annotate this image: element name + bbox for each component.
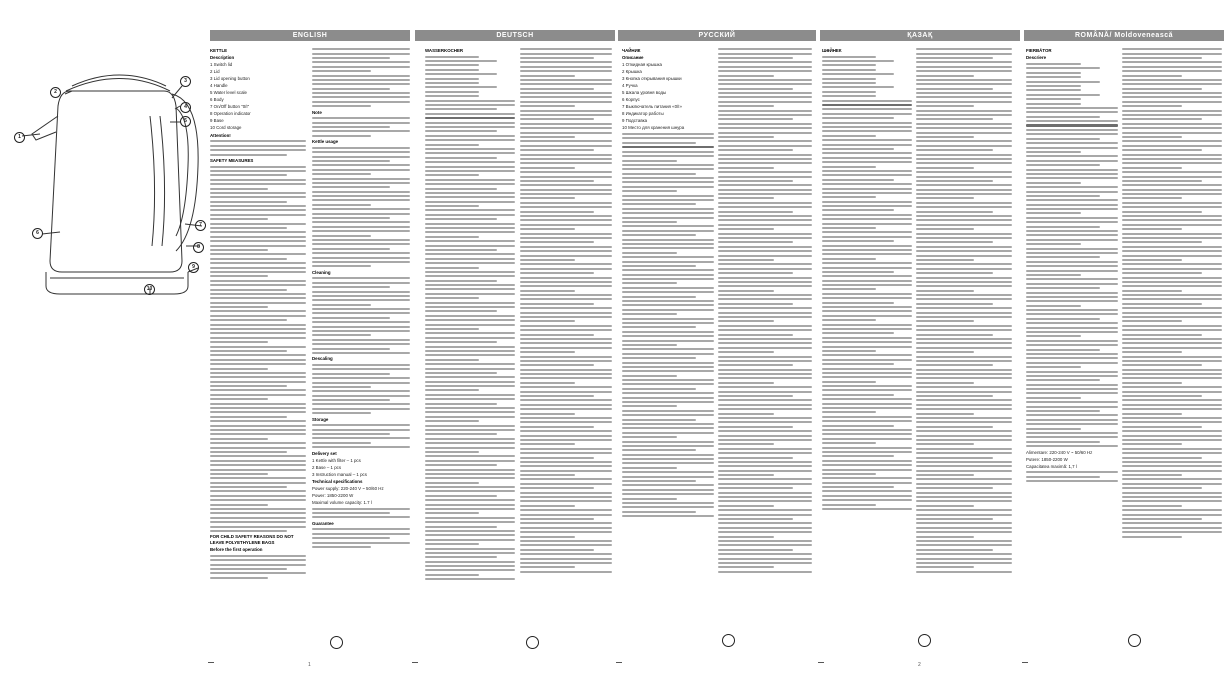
callout-8: 8 [193, 242, 204, 253]
crop-mark [616, 662, 622, 668]
certification-mark-icon [330, 636, 343, 649]
callout-3: 3 [180, 76, 191, 87]
certification-mark-icon [526, 636, 539, 649]
english-part-10: 10 Cord storage [210, 125, 242, 131]
german-title: WASSERKOCHER [425, 48, 464, 53]
russian-description-heading: Описание [622, 55, 644, 61]
english-descaling-heading: Descaling [312, 356, 333, 362]
romanian-column-1 [1026, 46, 1118, 666]
german-column-1 [425, 46, 515, 666]
callout-5: 5 [180, 116, 191, 127]
english-spec-3: Maximal volume capacity: 1.7 l [312, 499, 372, 505]
english-column-2 [312, 46, 410, 666]
english-part-2: 2 Lid [210, 69, 220, 75]
russian-title: ЧАЙНИК [622, 48, 641, 53]
romanian-title: FIERBĂTOR [1026, 48, 1052, 53]
page-number-right: 2 [918, 662, 921, 668]
kettle-illustration [0, 46, 205, 306]
english-part-7: 7 On/Off button "0/I" [210, 104, 250, 110]
russian-column-2 [718, 46, 812, 666]
header-deutsch: DEUTSCH [415, 30, 615, 41]
english-delivery-3: 3 Instruction manual – 1 pcs [312, 471, 367, 477]
crop-mark [1022, 662, 1028, 668]
header-kazakh: ҚАЗАҚ [820, 30, 1020, 41]
russian-part-2: 2 Крышка [622, 69, 642, 75]
header-russian: РУССКИЙ [618, 30, 816, 41]
english-part-5: 5 Water level scale [210, 90, 247, 96]
english-delivery-2: 2 Base – 1 pcs [312, 464, 342, 470]
callout-7: 7 [195, 220, 206, 231]
callout-4: 4 [180, 102, 191, 113]
english-spec-1: Power supply: 220-240 V ~ 50/60 Hz [312, 485, 384, 491]
callout-9: 9 [188, 262, 199, 273]
english-spec-2: Power: 1850-2200 W [312, 492, 354, 498]
english-title: KETTLE [210, 48, 228, 53]
english-cleaning-heading: Cleaning [312, 269, 331, 275]
romanian-spec-2: Putere: 1850-2200 W [1026, 456, 1068, 462]
english-delivery-heading: Delivery set [312, 450, 337, 456]
english-part-1: 1 Switch lid [210, 62, 233, 68]
english-kids-heading: FOR CHILD SAFETY REASONS DO NOT LEAVE POLYETHYLENE BAGS [210, 534, 294, 545]
russian-column-1 [622, 46, 714, 666]
callout-10: 10 [144, 284, 155, 295]
english-part-3: 3 Lid opening button [210, 76, 250, 82]
russian-part-10: 10 Место для хранения шнура [622, 125, 685, 131]
romanian-spec-1: Alimentare: 220-240 V ~ 50/60 Hz [1026, 449, 1093, 455]
russian-part-1: 1 Откидная крышка [622, 62, 662, 68]
crop-mark [412, 662, 418, 668]
german-column-2 [520, 46, 612, 666]
callout-1: 1 [14, 132, 25, 143]
english-part-8: 8 Operation indicator [210, 111, 251, 117]
russian-part-4: 4 Ручка [622, 83, 638, 89]
english-specs-heading: Technical specifications [312, 478, 363, 484]
kazakh-title: ШӘЙНЕК [822, 48, 842, 53]
romanian-description-heading: Descriere [1026, 55, 1047, 61]
romanian-spec-3: Capacitatea maximă: 1,7 l [1026, 463, 1077, 469]
russian-part-3: 3 Кнопка открывания крышки [622, 76, 682, 82]
page-number-left: 1 [308, 662, 311, 668]
crop-mark [818, 662, 824, 668]
russian-part-5: 5 Шкала уровня воды [622, 90, 667, 96]
english-kettle-usage-heading: Kettle usage [312, 139, 339, 145]
english-description-heading: Description [210, 55, 235, 61]
callout-2: 2 [50, 87, 61, 98]
english-column-1 [210, 46, 306, 666]
russian-part-8: 8 Индикатор работы [622, 111, 664, 117]
english-note-heading: Note [312, 109, 322, 115]
romanian-column-2 [1122, 46, 1222, 666]
english-part-9: 9 Base [210, 118, 224, 124]
russian-part-6: 6 Корпус [622, 97, 640, 103]
certification-mark-icon [918, 634, 931, 647]
english-part-4: 4 Handle [210, 83, 228, 89]
russian-part-7: 7 Выключатель питания «0/I» [622, 104, 682, 110]
russian-part-9: 9 Подставка [622, 118, 648, 124]
callout-6: 6 [32, 228, 43, 239]
english-attention-heading: Attention! [210, 132, 231, 138]
english-guarantee-heading: Guarantee [312, 520, 334, 526]
english-storage-heading: Storage [312, 416, 329, 422]
english-delivery-1: 1 Kettle with filter – 1 pcs [312, 457, 361, 463]
english-safety-heading: SAFETY MEASURES [210, 157, 254, 163]
certification-mark-icon [1128, 634, 1141, 647]
english-part-6: 6 Body [210, 97, 224, 103]
header-english: ENGLISH [210, 30, 410, 41]
kazakh-column-2 [916, 46, 1012, 666]
english-before-heading: Before the first operation [210, 547, 263, 553]
crop-mark [208, 662, 214, 668]
header-romanian: ROMÂNĂ/ Moldovenească [1024, 30, 1224, 41]
certification-mark-icon [722, 634, 735, 647]
kettle-drawing [0, 46, 205, 306]
kazakh-column-1 [822, 46, 912, 666]
